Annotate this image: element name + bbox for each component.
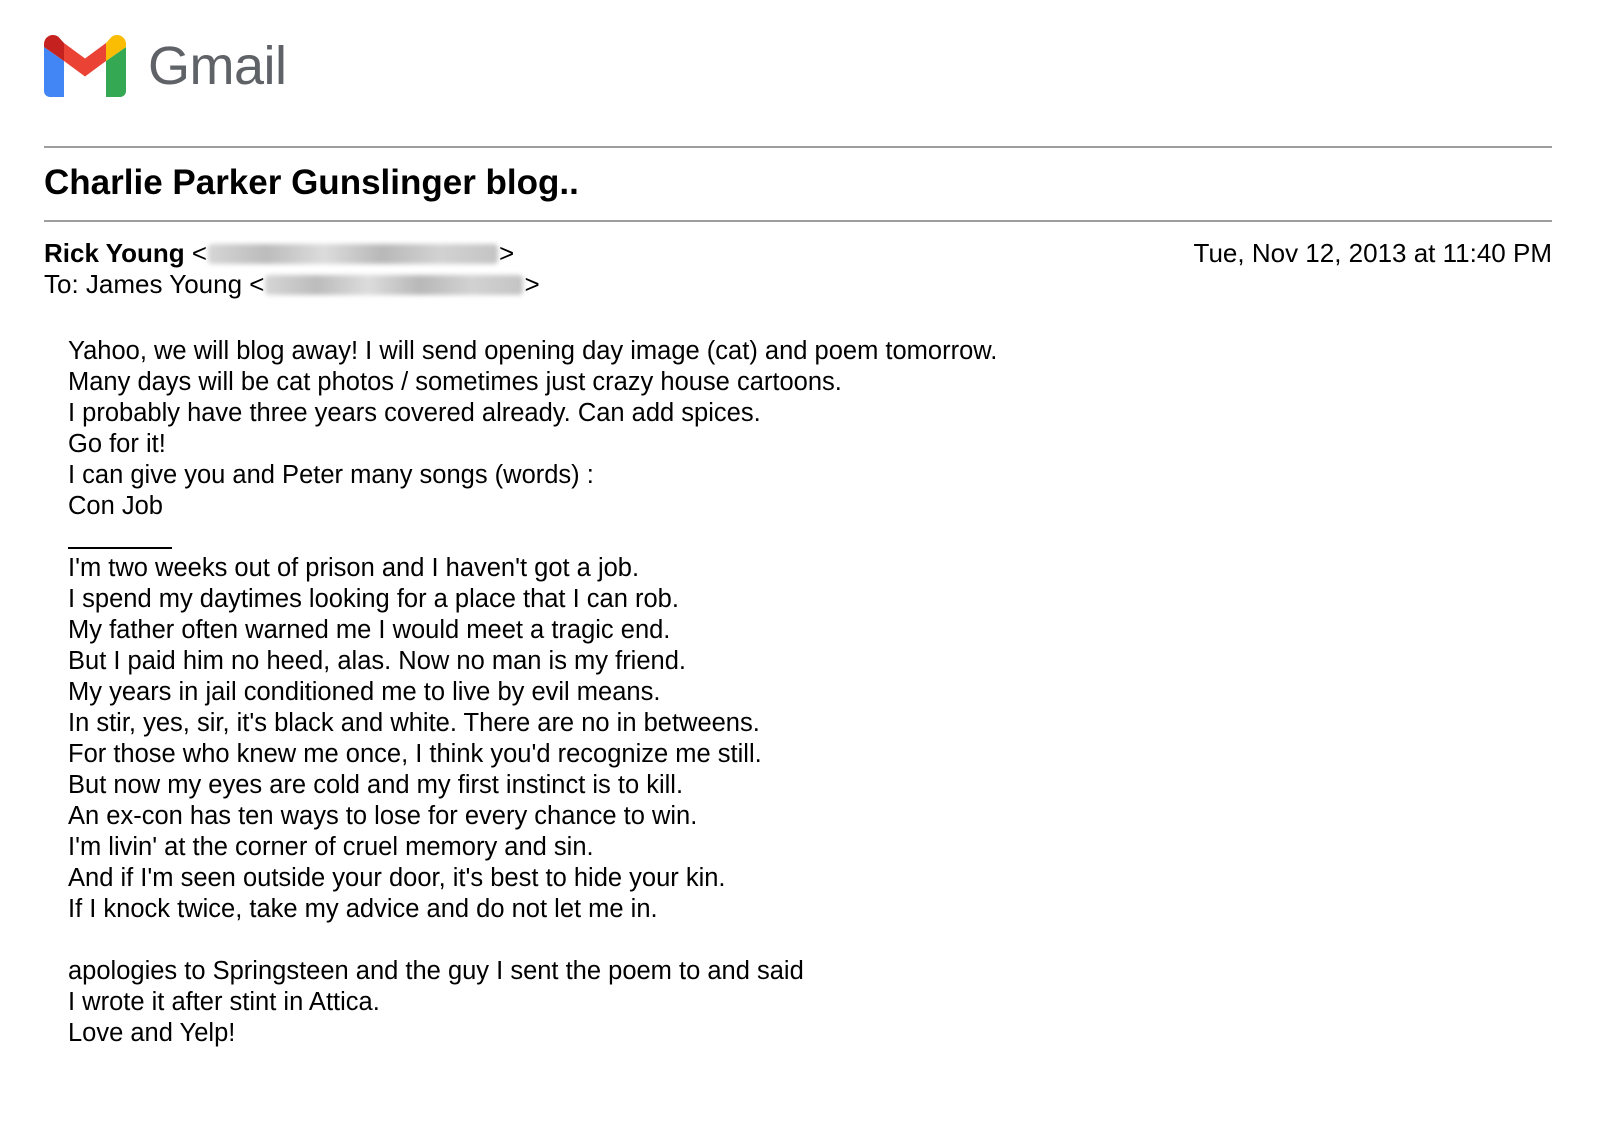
divider-top <box>44 146 1552 148</box>
redacted-sender-email <box>208 244 498 264</box>
body-line: I can give you and Peter many songs (words) : <box>68 461 594 489</box>
recipient-email-open: < <box>249 269 265 299</box>
email-date: Tue, Nov 12, 2013 at 11:40 PM <box>1193 238 1552 268</box>
recipient-email-close: > <box>524 269 540 299</box>
sender-email-close: > <box>499 238 515 268</box>
divider-bottom <box>44 220 1552 222</box>
gmail-wordmark: Gmail <box>148 36 287 96</box>
poem-line: If I knock twice, take my advice and do not let me in. <box>68 895 658 923</box>
recipient-name: To: James Young <box>44 269 243 299</box>
body-line: Yahoo, we will blog away! I will send opening day image (cat) and poem tomorrow. <box>68 337 998 365</box>
blank-line <box>68 925 997 956</box>
closing-line: I wrote it after stint in Attica. <box>68 988 380 1016</box>
poem-line: I spend my daytimes looking for a place that I can rob. <box>68 585 679 613</box>
body-line: I probably have three years covered already. Can add spices. <box>68 399 761 427</box>
poem-line: I'm two weeks out of prison and I haven't got a job. <box>68 554 640 582</box>
poem-line: But I paid him no heed, alas. Now no man is my friend. <box>68 647 686 675</box>
poem-line: An ex-con has ten ways to lose for every chance to win. <box>68 802 698 830</box>
body-line: Many days will be cat photos / sometimes just crazy house cartoons. <box>68 368 842 396</box>
poem-title-underline <box>68 522 997 553</box>
email-body <box>68 336 997 1049</box>
poem-line: In stir, yes, sir, it's black and white. There are no in betweens. <box>68 709 760 737</box>
gmail-header <box>44 34 287 98</box>
recipient-line <box>44 269 540 300</box>
sender-email-open: < <box>191 238 208 268</box>
poem-line: My father often warned me I would meet a tragic end. <box>68 616 671 644</box>
poem-line: And if I'm seen outside your door, it's best to hide your kin. <box>68 864 726 892</box>
poem-line: My years in jail conditioned me to live by evil means. <box>68 678 661 706</box>
sender-line <box>44 238 514 269</box>
poem-line: For those who knew me once, I think you'd recognize me still. <box>68 740 762 768</box>
email-subject: Charlie Parker Gunslinger blog.. <box>44 163 579 202</box>
body-line: Go for it! <box>68 430 166 458</box>
closing-line: Love and Yelp! <box>68 1019 236 1047</box>
sender-name: Rick Young <box>44 238 185 268</box>
gmail-m-icon <box>44 35 126 97</box>
poem-line: I'm livin' at the corner of cruel memory and sin. <box>68 833 594 861</box>
closing-line: apologies to Springsteen and the guy I sent the poem to and said <box>68 957 804 985</box>
poem-line: But now my eyes are cold and my first instinct is to kill. <box>68 771 684 799</box>
poem-title: Con Job <box>68 492 163 520</box>
redacted-recipient-email <box>265 275 523 295</box>
